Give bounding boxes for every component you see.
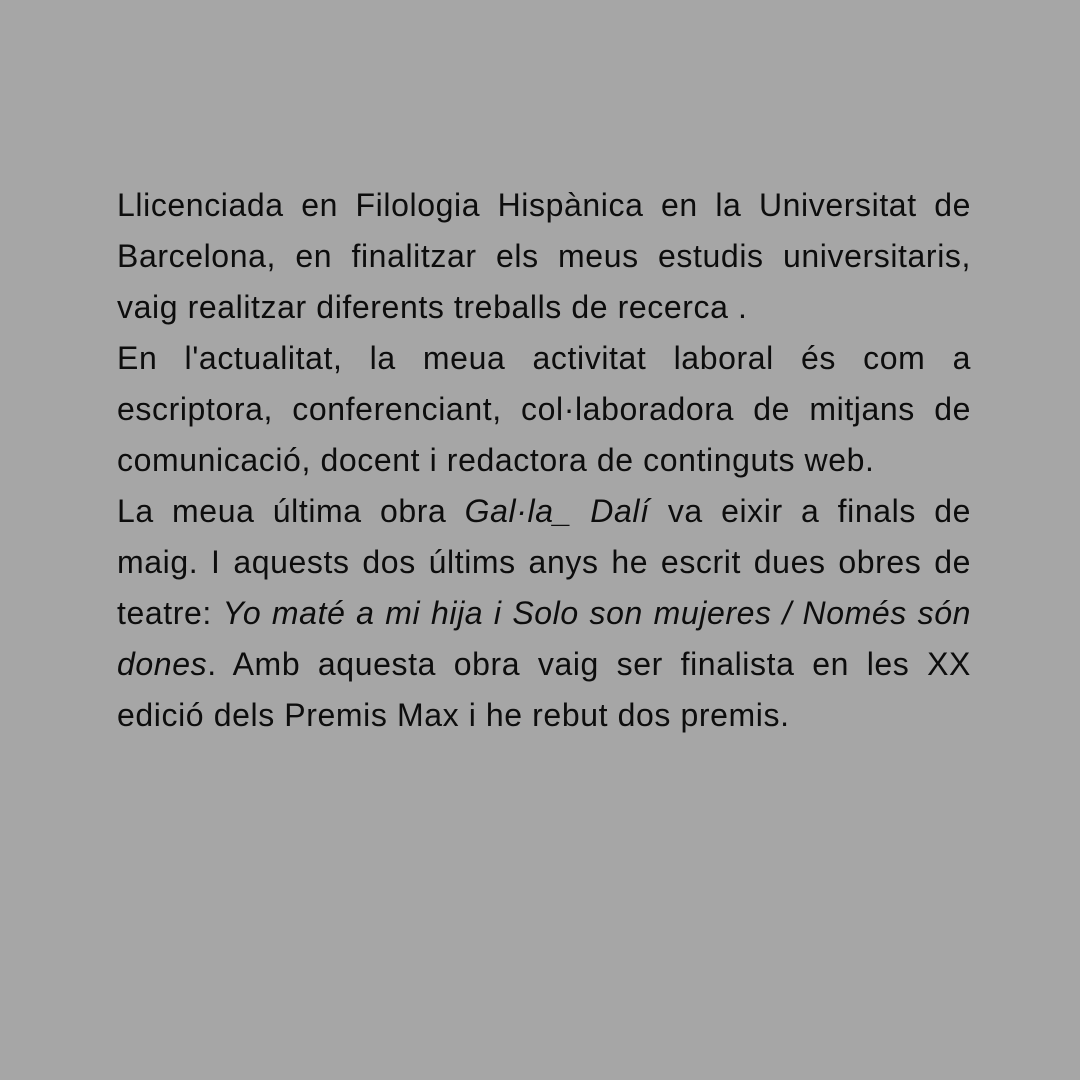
work-title-galla-dali: Gal·la_ Dalí bbox=[464, 493, 650, 529]
paragraph-works-text-2: va eixir a finals de maig. I aquests dos últims anys he escrit dues obres de teatre: bbox=[117, 493, 971, 631]
paragraph-works-text-3: . Amb aquesta obra vaig ser finalista en les XX edició dels Premis Max i he rebut dos premis. bbox=[117, 646, 971, 733]
biography-text bbox=[117, 180, 971, 741]
paragraph-works bbox=[117, 486, 971, 741]
paragraph-current-activity: En l'actualitat, la meua activitat laboral és com a escriptora, conferenciant, col·laboradora de mitjans de comunicació, docent i redactora de continguts web. bbox=[117, 340, 971, 478]
work-title-plays: Yo maté a mi hija i Solo son mujeres / Només són dones bbox=[117, 595, 971, 682]
paragraph-works-text-1: La meua última obra bbox=[117, 493, 465, 529]
paragraph-education: Llicenciada en Filologia Hispànica en la Universitat de Barcelona, en finalitzar els meus estudis universitaris, vaig realitzar diferents treballs de recerca . bbox=[117, 187, 971, 325]
